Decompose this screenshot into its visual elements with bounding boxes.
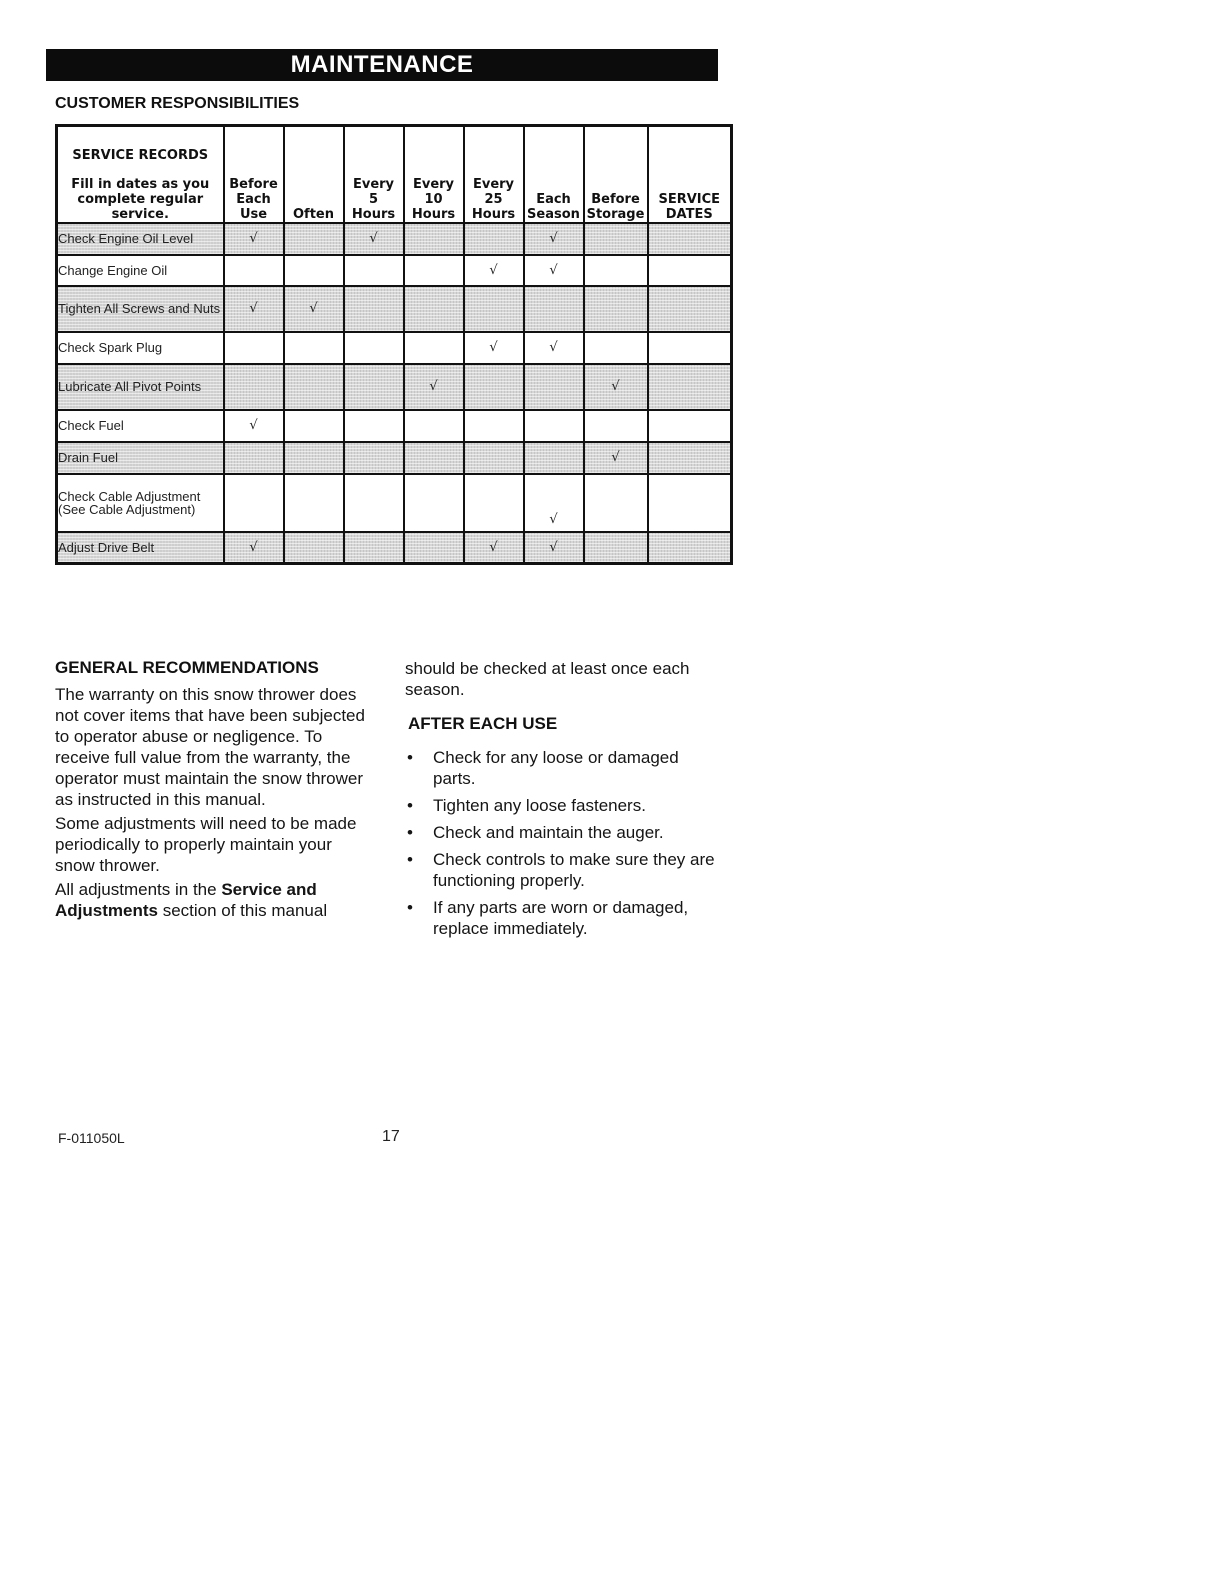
schedule-cell (344, 332, 404, 364)
schedule-cell (224, 474, 284, 532)
list-item (405, 822, 725, 843)
schedule-cell (584, 474, 648, 532)
schedule-cell (464, 442, 524, 474)
schedule-cell (524, 286, 584, 332)
service-records-title: SERVICE RECORDS (72, 147, 209, 163)
schedule-cell (344, 255, 404, 286)
col-before-each-use (224, 126, 284, 223)
col-header-line: Each (536, 191, 571, 207)
task-name: Drain Fuel (57, 442, 224, 474)
col-service-dates (648, 126, 732, 223)
schedule-cell (344, 223, 404, 255)
check-mark-icon: √ (549, 511, 558, 527)
col-header-line: DATES (665, 206, 713, 222)
schedule-cell (284, 474, 344, 532)
maintenance-schedule-table (55, 124, 733, 565)
table-row (57, 255, 732, 286)
schedule-cell (404, 332, 464, 364)
schedule-cell (284, 532, 344, 564)
schedule-cell (284, 223, 344, 255)
table-body (57, 223, 732, 564)
schedule-cell (584, 532, 648, 564)
schedule-cell (224, 255, 284, 286)
col-every-5-hours (344, 126, 404, 223)
paragraph-text: section of this manual (157, 901, 328, 920)
schedule-cell (584, 410, 648, 442)
service-records-header (57, 126, 224, 223)
bullet-icon: • (407, 748, 413, 767)
list-item-text: Tighten any loose fasteners. (433, 796, 646, 815)
schedule-cell (404, 474, 464, 532)
bullet-icon: • (407, 823, 413, 842)
col-every-25-hours (464, 126, 524, 223)
check-mark-icon: √ (249, 418, 258, 433)
check-mark-icon: √ (249, 301, 258, 316)
schedule-cell (524, 364, 584, 410)
col-header-line: 10 (424, 191, 443, 207)
list-item (405, 747, 725, 789)
check-mark-icon: √ (489, 539, 498, 555)
col-header-line: Season (527, 206, 580, 222)
col-header-line: 5 (368, 191, 379, 207)
schedule-cell (224, 364, 284, 410)
bullet-icon: • (407, 796, 413, 815)
schedule-cell (344, 286, 404, 332)
schedule-cell (524, 410, 584, 442)
list-item-text: Check controls to make sure they are functioning properly. (433, 850, 715, 890)
schedule-cell (344, 410, 404, 442)
table-row (57, 532, 732, 564)
check-mark-icon: √ (309, 301, 318, 316)
schedule-cell (584, 364, 648, 410)
schedule-cell (464, 410, 524, 442)
check-mark-icon: √ (549, 262, 558, 278)
col-every-10-hours (404, 126, 464, 223)
check-mark-icon: √ (549, 340, 558, 355)
task-name: Check Spark Plug (57, 332, 224, 364)
bullet-icon: • (407, 850, 413, 869)
table-row (57, 474, 732, 532)
task-name: Check Cable Adjustment (See Cable Adjustment) (57, 474, 224, 532)
section-title: CUSTOMER RESPONSIBILITIES (55, 95, 300, 112)
task-name: Lubricate All Pivot Points (57, 364, 224, 410)
schedule-cell (224, 532, 284, 564)
schedule-cell (584, 286, 648, 332)
check-mark-icon: √ (249, 231, 258, 246)
page-number: 17 (382, 1128, 400, 1145)
schedule-cell (224, 410, 284, 442)
service-adjustments-ref: Service and Adjustments (55, 880, 317, 920)
general-recommendations-text (55, 684, 375, 924)
schedule-cell (224, 286, 284, 332)
after-each-use-heading: AFTER EACH USE (408, 714, 558, 733)
schedule-cell (224, 332, 284, 364)
task-name: Adjust Drive Belt (57, 532, 224, 564)
schedule-cell (344, 442, 404, 474)
schedule-cell (648, 474, 732, 532)
schedule-cell (404, 223, 464, 255)
schedule-cell (648, 532, 732, 564)
list-item (405, 795, 725, 816)
bullet-icon: • (407, 898, 413, 917)
check-mark-icon: √ (549, 539, 558, 555)
schedule-cell (648, 223, 732, 255)
col-header-line: Before (229, 176, 278, 192)
check-mark-icon: √ (429, 379, 438, 394)
col-header-line: Hours (471, 206, 516, 222)
col-header-line: Hours (351, 206, 396, 222)
service-records-line: complete regular (77, 191, 204, 207)
schedule-cell (648, 442, 732, 474)
schedule-cell (524, 332, 584, 364)
col-header-line: Every (352, 176, 395, 192)
list-item-text: Check for any loose or damaged parts. (433, 748, 679, 788)
schedule-cell (648, 332, 732, 364)
schedule-cell (284, 255, 344, 286)
list-item (405, 849, 725, 891)
schedule-cell (344, 364, 404, 410)
schedule-cell (404, 255, 464, 286)
schedule-cell (648, 364, 732, 410)
schedule-cell (284, 442, 344, 474)
col-before-storage (584, 126, 648, 223)
schedule-cell (584, 442, 648, 474)
form-number: F-011050L (58, 1130, 125, 1146)
table-row (57, 410, 732, 442)
col-header-line: Every (472, 176, 515, 192)
schedule-cell (464, 474, 524, 532)
list-item-text: If any parts are worn or damaged, replace immediately. (433, 898, 689, 938)
col-header-line: Hours (411, 206, 456, 222)
schedule-cell (404, 286, 464, 332)
schedule-cell (648, 410, 732, 442)
check-mark-icon: √ (611, 379, 620, 394)
col-header-line: 25 (484, 191, 503, 207)
table-header-row (57, 126, 732, 223)
section-banner: MAINTENANCE (46, 49, 718, 81)
col-header-line: Each (236, 191, 271, 207)
schedule-cell (584, 255, 648, 286)
schedule-cell (464, 532, 524, 564)
table-row (57, 364, 732, 410)
schedule-cell (284, 286, 344, 332)
schedule-cell (224, 223, 284, 255)
check-mark-icon: √ (611, 450, 620, 465)
after-each-use-list (405, 747, 725, 945)
schedule-cell (404, 364, 464, 410)
schedule-cell (584, 223, 648, 255)
schedule-cell (284, 410, 344, 442)
schedule-cell (524, 442, 584, 474)
check-mark-icon: √ (549, 231, 558, 246)
paragraph-text: All adjustments in the (55, 880, 222, 899)
col-header-line: Use (239, 206, 268, 222)
schedule-cell (284, 364, 344, 410)
table-row (57, 332, 732, 364)
task-name: Tighten All Screws and Nuts (57, 286, 224, 332)
schedule-cell (404, 532, 464, 564)
schedule-cell (524, 223, 584, 255)
table-row (57, 286, 732, 332)
schedule-cell (648, 255, 732, 286)
schedule-cell (464, 255, 524, 286)
paragraph-continuation: should be checked at least once each season. (405, 659, 690, 699)
schedule-cell (524, 474, 584, 532)
schedule-cell (524, 255, 584, 286)
warranty-paragraph: The warranty on this snow thrower does not cover items that have been subjected to operator abuse or negligence. To receive full value from the warranty, the operator must maintain the snow thrower as instructed in this manual. (55, 685, 365, 809)
col-header-line: Storage (586, 206, 645, 222)
schedule-cell (464, 332, 524, 364)
schedule-cell (224, 442, 284, 474)
table-row (57, 223, 732, 255)
col-header-line: Before (591, 191, 640, 207)
schedule-cell (464, 223, 524, 255)
schedule-cell (284, 332, 344, 364)
check-mark-icon: √ (489, 262, 498, 278)
task-name: Check Fuel (57, 410, 224, 442)
check-mark-icon: √ (249, 539, 258, 555)
check-mark-icon: √ (369, 231, 378, 246)
service-records-line: service. (111, 206, 169, 222)
schedule-cell (464, 286, 524, 332)
schedule-cell (524, 532, 584, 564)
adjustments-paragraph: Some adjustments will need to be made periodically to properly maintain your snow thrower. (55, 814, 357, 875)
col-each-season (524, 126, 584, 223)
col-header-line: Often (293, 206, 334, 222)
schedule-cell (584, 332, 648, 364)
service-adjustments-paragraph (55, 879, 375, 921)
list-item-text: Check and maintain the auger. (433, 823, 664, 842)
schedule-cell (344, 474, 404, 532)
schedule-cell (344, 532, 404, 564)
col-header-line: Every (412, 176, 455, 192)
task-name: Change Engine Oil (57, 255, 224, 286)
col-often (284, 126, 344, 223)
schedule-cell (404, 442, 464, 474)
schedule-cell (404, 410, 464, 442)
schedule-cell (648, 286, 732, 332)
general-recommendations-heading: GENERAL RECOMMENDATIONS (55, 658, 319, 677)
list-item (405, 897, 725, 939)
schedule-cell (464, 364, 524, 410)
col-header-line: SERVICE (658, 191, 721, 207)
task-name: Check Engine Oil Level (57, 223, 224, 255)
check-mark-icon: √ (489, 340, 498, 355)
table-row (57, 442, 732, 474)
service-records-line: Fill in dates as you (71, 176, 210, 192)
